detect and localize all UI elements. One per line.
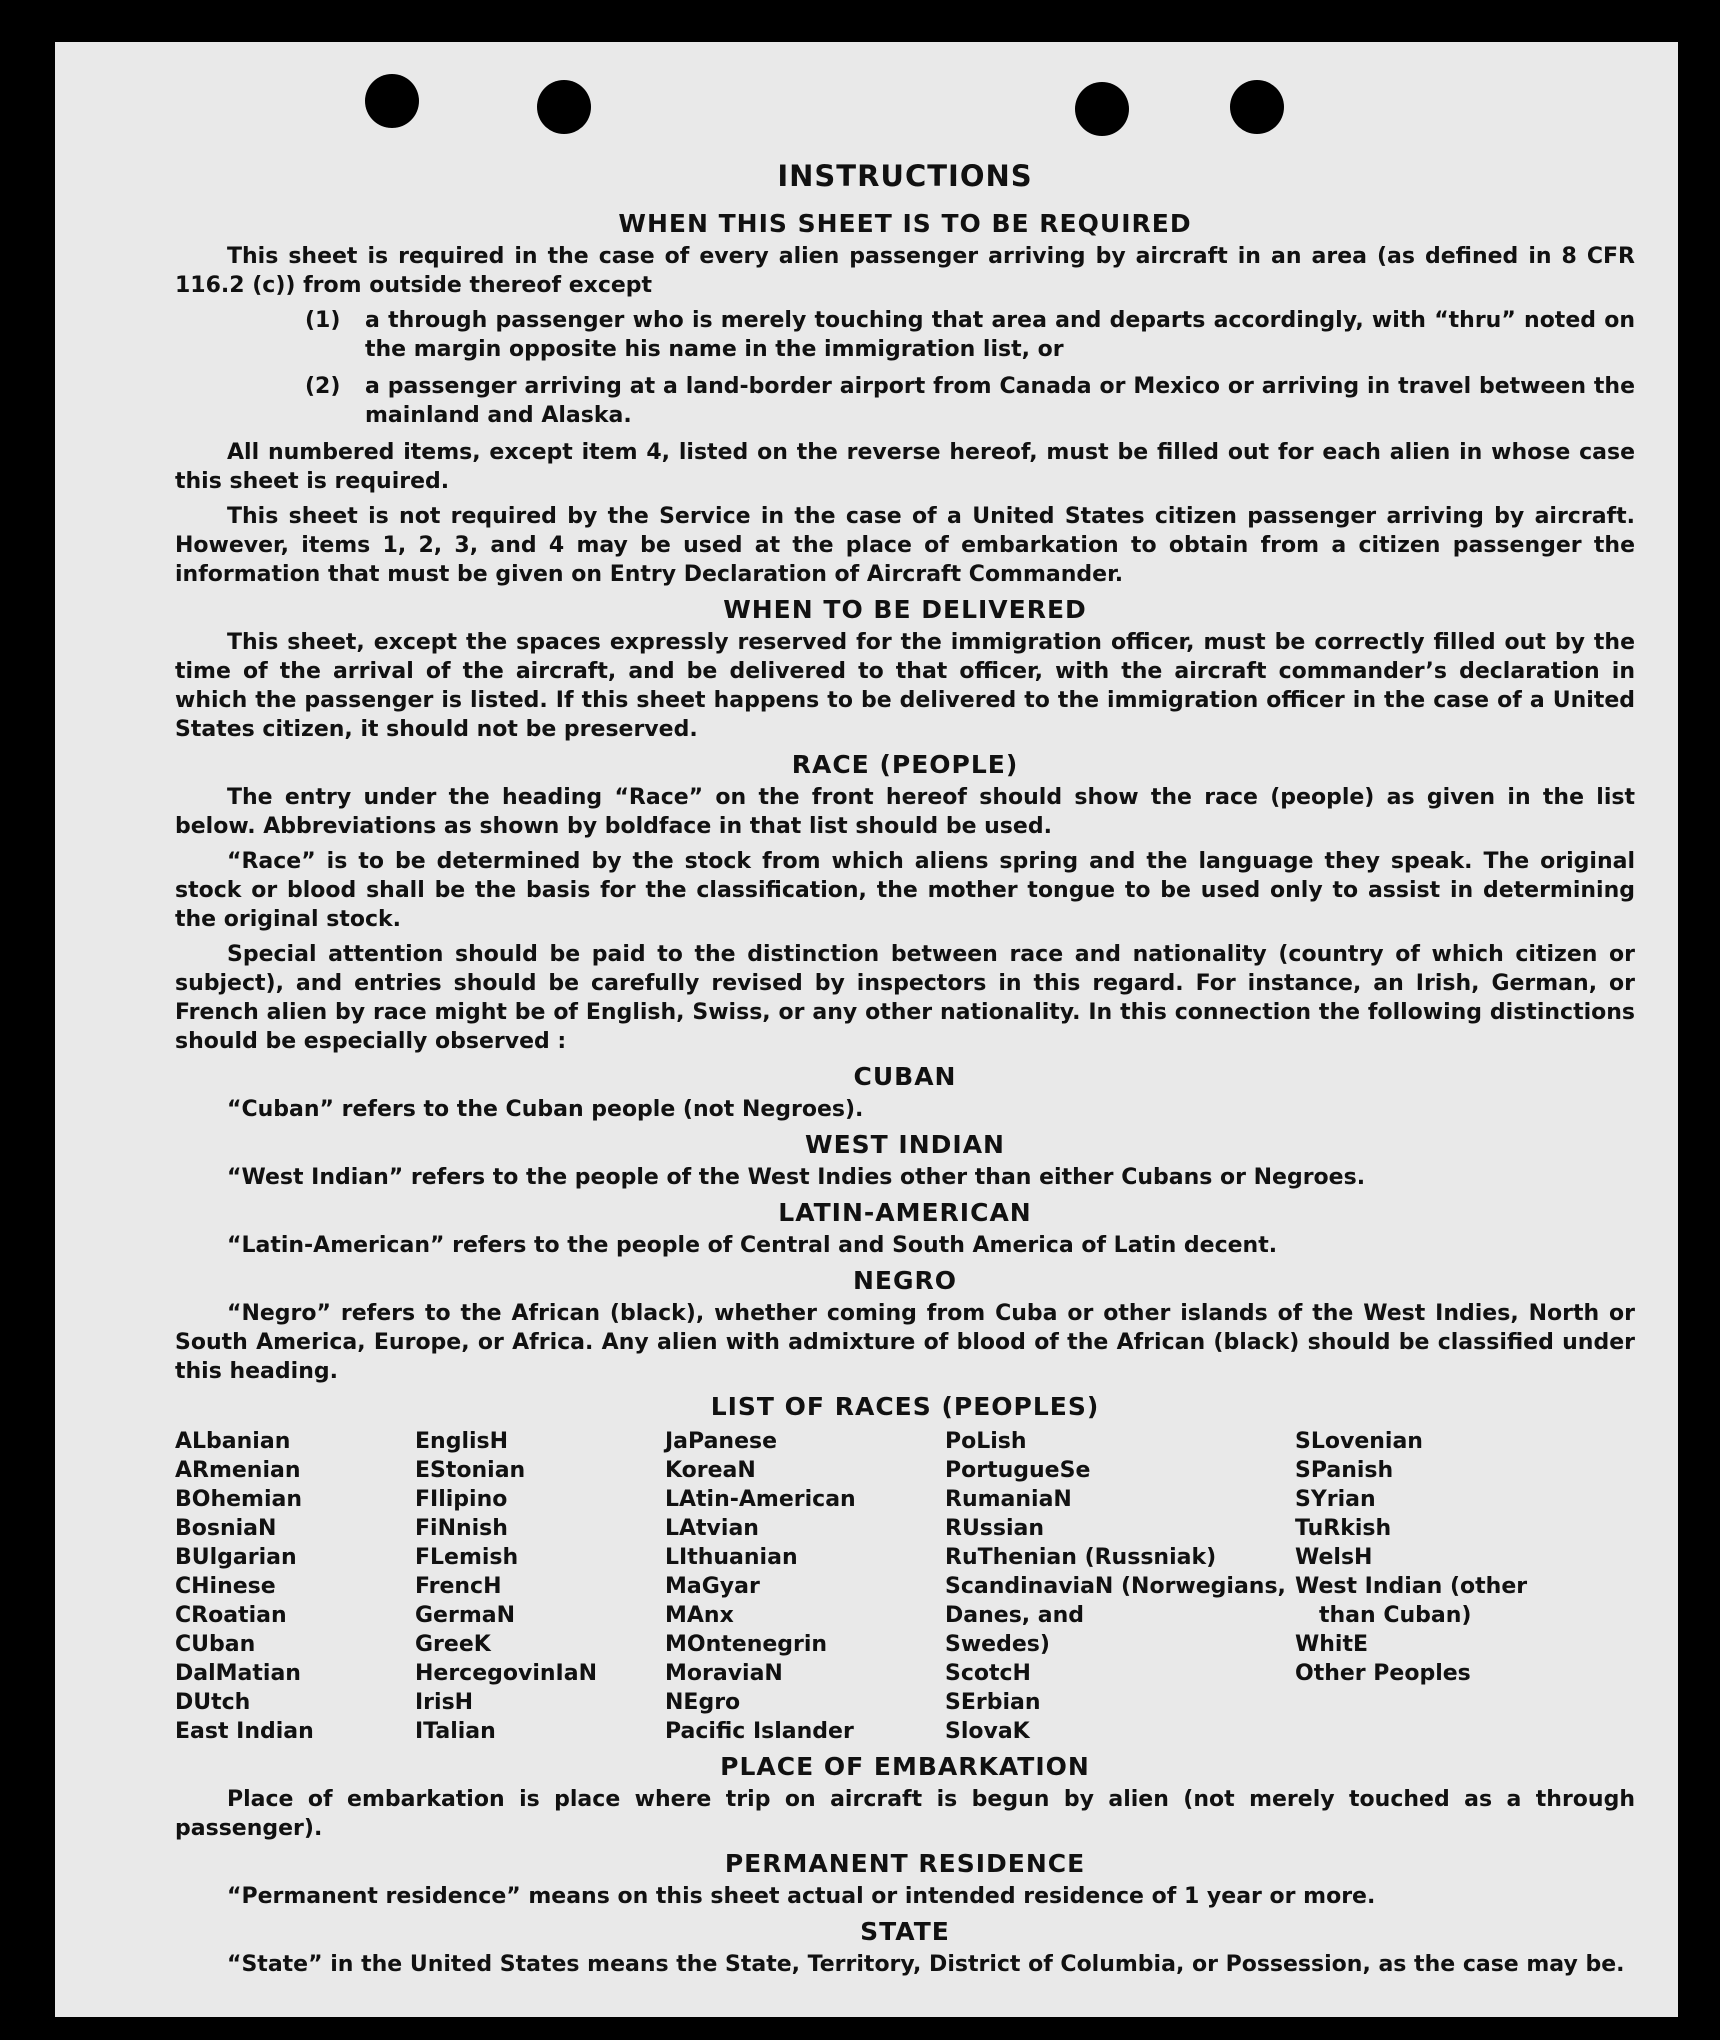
races-column xyxy=(415,1427,665,1746)
race-entry: ARmenian xyxy=(175,1458,301,1483)
section-heading: LATIN-AMERICAN xyxy=(778,1198,1032,1227)
race-entry: RUssian xyxy=(945,1516,1045,1541)
race-entry: SlovaK xyxy=(945,1719,1030,1744)
race-entry: MOntenegrin xyxy=(665,1632,828,1657)
instructions-content xyxy=(175,159,1635,1985)
paragraph: All numbered items, except item 4, listed on the reverse hereof, must be filled out for each alien in whose case this sheet is required. xyxy=(175,440,1635,494)
item-text: a through passenger who is merely touching that area and departs accordingly, with “thru” noted on the margin opposite his name in the immigration list, or xyxy=(365,308,1635,362)
race-entry: GermaN xyxy=(415,1603,516,1628)
race-entry: NEgro xyxy=(665,1690,741,1715)
section-heading: CUBAN xyxy=(853,1062,957,1091)
punch-hole xyxy=(1075,82,1129,136)
race-entry: WhitE xyxy=(1295,1632,1369,1657)
race-entry: BOhemian xyxy=(175,1487,303,1512)
paragraph: “Cuban” refers to the Cuban people (not Negroes). xyxy=(227,1097,864,1122)
races-column xyxy=(175,1427,415,1746)
paragraph: “State” in the United States means the State, Territory, District of Columbia, or Possession, as the case may be. xyxy=(227,1952,1625,1977)
race-entry: KoreaN xyxy=(665,1458,756,1483)
paragraph: “Permanent residence” means on this sheet actual or intended residence of 1 year or more. xyxy=(227,1884,1376,1909)
race-entry: EStonian xyxy=(415,1458,526,1483)
paragraph: “Latin-American” refers to the people of Central and South America of Latin decent. xyxy=(227,1233,1278,1258)
race-entry: FIlipino xyxy=(415,1487,508,1512)
race-entry: SYrian xyxy=(1295,1487,1376,1512)
race-entry: ScandinaviaN (Norwegians, xyxy=(945,1574,1286,1599)
section-heading: STATE xyxy=(860,1917,950,1946)
race-entry: BUlgarian xyxy=(175,1545,297,1570)
races-column xyxy=(945,1427,1295,1746)
item-text: a passenger arriving at a land-border airport from Canada or Mexico or arriving in travel between the mainland and Alaska. xyxy=(365,374,1635,428)
document-sheet xyxy=(55,42,1678,2017)
paragraph: This sheet is not required by the Service in the case of a United States citizen passenger arriving by aircraft. However, items 1, 2, 3, and 4 may be used at the place of embarkation to obtain from a citizen passenger the information that must be given on Entry Declaration of Aircraft Commander. xyxy=(175,504,1635,587)
race-entry: MaGyar xyxy=(665,1574,760,1599)
race-entry: JaPanese xyxy=(665,1429,778,1454)
punch-hole xyxy=(365,74,419,128)
race-entry: West Indian (other xyxy=(1295,1574,1528,1599)
race-entry: LAtin-American xyxy=(665,1487,856,1512)
race-entry: HercegovinIaN xyxy=(415,1661,597,1686)
race-entry: DUtch xyxy=(175,1690,251,1715)
page-title: INSTRUCTIONS xyxy=(777,159,1033,193)
race-entry: Other Peoples xyxy=(1295,1661,1471,1686)
race-entry: TuRkish xyxy=(1295,1516,1392,1541)
race-entry: RumaniaN xyxy=(945,1487,1072,1512)
race-entry: SLovenian xyxy=(1295,1429,1423,1454)
section-heading: NEGRO xyxy=(852,1266,958,1295)
races-list xyxy=(175,1427,1635,1746)
race-entry: FiNnish xyxy=(415,1516,508,1541)
race-entry: RuThenian (Russniak) xyxy=(945,1545,1217,1570)
section-heading: WEST INDIAN xyxy=(805,1130,1005,1159)
race-entry: WelsH xyxy=(1295,1545,1373,1570)
race-entry: LAtvian xyxy=(665,1516,759,1541)
section-heading: WHEN THIS SHEET IS TO BE REQUIRED xyxy=(618,209,1192,238)
race-entry: than Cuban) xyxy=(1319,1603,1472,1628)
race-entry: ScotcH xyxy=(945,1661,1031,1686)
race-entry: MAnx xyxy=(665,1603,734,1628)
races-column xyxy=(665,1427,945,1746)
paragraph: Place of embarkation is place where trip on aircraft is begun by alien (not merely touched as a through passenger). xyxy=(175,1787,1635,1841)
race-entry: ALbanian xyxy=(175,1429,291,1454)
race-entry: PoLish xyxy=(945,1429,1027,1454)
punch-hole xyxy=(1230,80,1284,134)
list-item xyxy=(305,306,1635,364)
section-heading: WHEN TO BE DELIVERED xyxy=(723,595,1087,624)
section-heading: PLACE OF EMBARKATION xyxy=(720,1752,1090,1781)
race-entry: CRoatian xyxy=(175,1603,287,1628)
punch-hole xyxy=(537,80,591,134)
race-entry: Swedes) xyxy=(945,1632,1050,1657)
race-entry: LIthuanian xyxy=(665,1545,798,1570)
race-entry: EnglisH xyxy=(415,1429,509,1454)
race-entry: BosniaN xyxy=(175,1516,277,1541)
race-entry: DalMatian xyxy=(175,1661,301,1686)
race-entry: SErbian xyxy=(945,1690,1041,1715)
race-entry: PortugueSe xyxy=(945,1458,1091,1483)
list-item xyxy=(305,372,1635,430)
paragraph: “Negro” refers to the African (black), whether coming from Cuba or other islands of the West Indies, North or South America, Europe, or Africa. Any alien with admixture of blood of the African (black) should be classified under this heading. xyxy=(175,1301,1635,1384)
race-entry: GreeK xyxy=(415,1632,491,1657)
paragraph: The entry under the heading “Race” on the front hereof should show the race (people) as given in the list below. Abbreviations as shown by boldface in that list should be used. xyxy=(175,785,1635,839)
race-entry: SPanish xyxy=(1295,1458,1394,1483)
paragraph: “Race” is to be determined by the stock from which aliens spring and the language they speak. The original stock or blood shall be the basis for the classification, the mother tongue to be used only to assist in determining the original stock. xyxy=(175,849,1635,932)
section-heading: LIST OF RACES (PEOPLES) xyxy=(710,1392,1100,1421)
section-heading: RACE (PEOPLE) xyxy=(791,750,1019,779)
race-entry: FLemish xyxy=(415,1545,519,1570)
race-entry: Danes, and xyxy=(945,1603,1085,1628)
race-entry: CHinese xyxy=(175,1574,276,1599)
item-number: (2) xyxy=(305,374,341,399)
race-entry: CUban xyxy=(175,1632,256,1657)
race-entry: FrencH xyxy=(415,1574,502,1599)
race-entry: Pacific Islander xyxy=(665,1719,854,1744)
paragraph: This sheet is required in the case of every alien passenger arriving by aircraft in an area (as defined in 8 CFR 116.2 (c)) from outside thereof except xyxy=(175,244,1635,298)
race-entry: ITalian xyxy=(415,1719,496,1744)
paragraph: Special attention should be paid to the distinction between race and nationality (country of which citizen or subject), and entries should be carefully revised by inspectors in this regard. For instance, an Irish, German, or French alien by race might be of English, Swiss, or any other nationality. In this connection the following distinctions should be especially observed : xyxy=(175,942,1635,1054)
race-entry: MoraviaN xyxy=(665,1661,783,1686)
race-entry: East Indian xyxy=(175,1719,314,1744)
race-entry: IrisH xyxy=(415,1690,474,1715)
section-heading: PERMANENT RESIDENCE xyxy=(724,1849,1086,1878)
paragraph: This sheet, except the spaces expressly reserved for the immigration officer, must be correctly filled out by the time of the arrival of the aircraft, and be delivered to that officer, with the aircraft commander’s declaration in which the passenger is listed. If this sheet happens to be delivered to the immigration officer in the case of a United States citizen, it should not be preserved. xyxy=(175,630,1635,742)
races-column xyxy=(1295,1427,1555,1746)
paragraph: “West Indian” refers to the people of the West Indies other than either Cubans or Negroes. xyxy=(227,1165,1366,1190)
item-number: (1) xyxy=(305,308,341,333)
